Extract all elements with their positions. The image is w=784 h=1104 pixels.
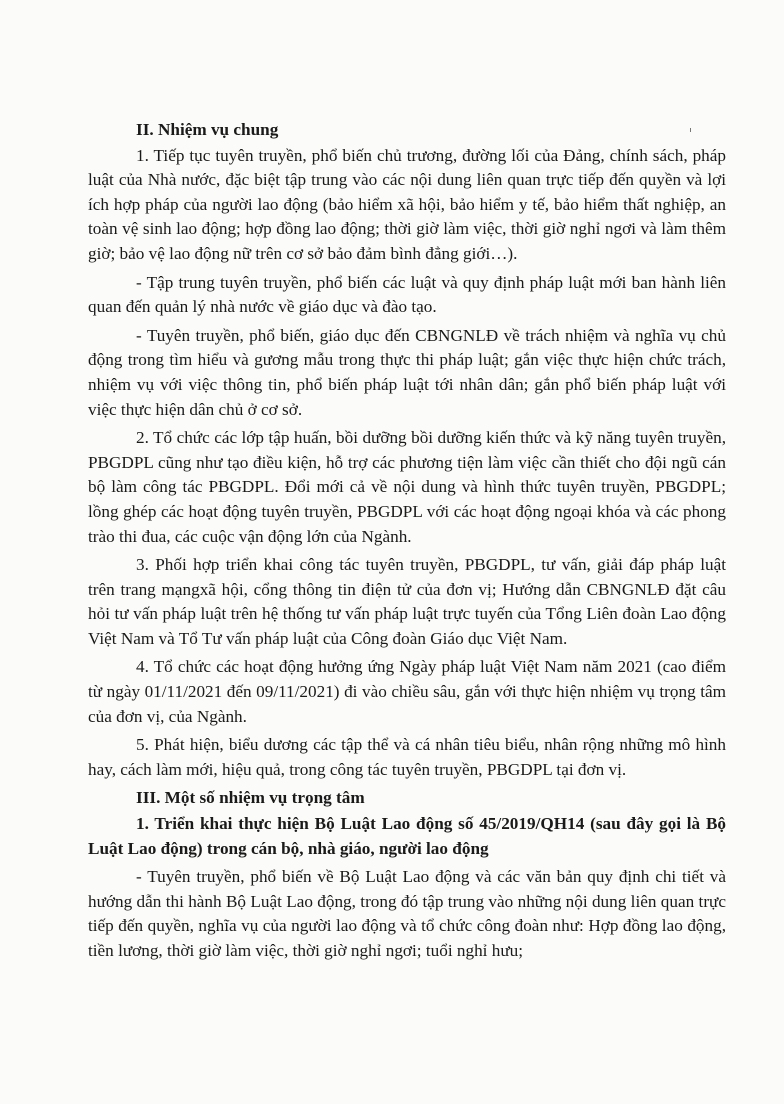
- paragraph-3-1a: - Tuyên truyền, phổ biến về Bộ Luật Lao động và các văn bản quy định chi tiết và hướng dẫn thi hành Bộ Luật Lao động, trong đó tập trung vào những nội dung liên quan trực tiếp đến quyền, nghĩa vụ của người lao động và tổ chức công đoàn như: Hợp đồng lao động, tiền lương, thời giờ làm việc, thời giờ nghỉ ngơi; tuổi nghỉ hưu;: [88, 867, 726, 960]
- subsection-heading-3-1: 1. Triển khai thực hiện Bộ Luật Lao động số 45/2019/QH14 (sau đây gọi là Bộ Luật Lao động) trong cán bộ, nhà giáo, người lao động: [88, 814, 726, 858]
- paragraph-2-1: 1. Tiếp tục tuyên truyền, phổ biến chủ trương, đường lối của Đảng, chính sách, pháp luật của Nhà nước, đặc biệt tập trung vào các nội dung liên quan trực tiếp đến quyền và lợi ích hợp pháp của người lao động (bảo hiểm xã hội, bảo hiểm y tế, bảo hiểm thất nghiệp, an toàn vệ sinh lao động; hợp đồng lao động; thời giờ làm việc, thời giờ nghỉ ngơi và làm thêm giờ; bảo vệ lao động nữ trên cơ sở bảo đảm bình đẳng giới…).: [88, 145, 726, 263]
- paragraph-2-1a: - Tập trung tuyên truyền, phổ biến các luật và quy định pháp luật mới ban hành liên quan đến quản lý nhà nước về giáo dục và đào tạo.: [88, 272, 726, 317]
- section-heading-3: III. Một số nhiệm vụ trọng tâm: [136, 788, 365, 808]
- section-heading-2: II. Nhiệm vụ chung: [136, 120, 279, 139]
- paragraph-2-3: 3. Phối hợp triển khai công tác tuyên truyền, PBGDPL, tư vấn, giải đáp pháp luật trên trang mạngxã hội, cổng thông tin điện tử của đơn vị; Hướng dẫn CBNGNLĐ đặt câu hỏi tư vấn pháp luật trên hệ thống tư vấn pháp luật trực tuyến của Tổng Liên đoàn Lao động Việt Nam và Tổ Tư vấn pháp luật của Công đoàn Giáo dục Việt Nam.: [88, 555, 726, 648]
- paragraph-2-2: 2. Tổ chức các lớp tập huấn, bồi dưỡng bồi dưỡng kiến thức và kỹ năng tuyên truyền, PBGDPL cũng như tạo điều kiện, hỗ trợ các phương tiện làm việc cần thiết cho đội ngũ cán bộ làm công tác PBGDPL. Đổi mới cả về nội dung và hình thức tuyên truyền, PBGDPL; lồng ghép các hoạt động tuyên truyền, PBGDPL với các hoạt động ngoại khóa và các phong trào thi đua, các cuộc vận động lớn của Ngành.: [88, 428, 726, 546]
- paragraph-2-4: 4. Tổ chức các hoạt động hưởng ứng Ngày pháp luật Việt Nam năm 2021 (cao điểm từ ngày 01/11/2021 đến 09/11/2021) đi vào chiều sâu, gắn với thực hiện nhiệm vụ trọng tâm của đơn vị, của Ngành.: [88, 657, 726, 726]
- paragraph-2-1b: - Tuyên truyền, phổ biến, giáo dục đến CBNGNLĐ về trách nhiệm và nghĩa vụ chủ động trong tìm hiểu và gương mẫu trong thực thi pháp luật; gắn việc thực hiện chức trách, nhiệm vụ với việc thông tin, phổ biến pháp luật tới nhân dân; gắn phổ biến pháp luật với việc thực hiện dân chủ ở cơ sở.: [88, 325, 726, 419]
- document-body: [88, 118, 726, 968]
- paragraph-2-5: 5. Phát hiện, biểu dương các tập thể và cá nhân tiêu biểu, nhân rộng những mô hình hay, cách làm mới, hiệu quả, trong công tác tuyên truyền, PBGDPL tại đơn vị.: [88, 735, 726, 779]
